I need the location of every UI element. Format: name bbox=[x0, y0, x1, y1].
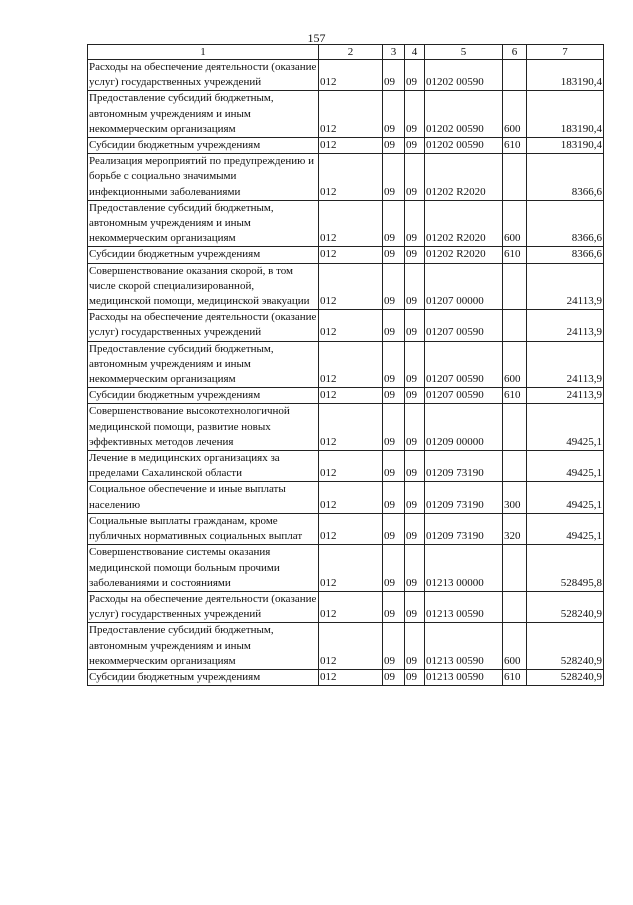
column-header-name: 1 bbox=[88, 45, 319, 60]
row-amount-cell: 49425,1 bbox=[527, 513, 604, 544]
row-target-article-cell: 01202 R2020 bbox=[425, 200, 503, 247]
row-name-cell: Совершенствование оказания скорой, в том числе скорой специализированной, медицинской помощи, медицинской эвакуации bbox=[88, 263, 319, 310]
row-grbs-cell: 012 bbox=[319, 451, 383, 482]
row-amount-cell: 24113,9 bbox=[527, 310, 604, 341]
row-target-article-cell: 01207 00000 bbox=[425, 263, 503, 310]
row-expense-type-cell bbox=[503, 263, 527, 310]
row-grbs-cell: 012 bbox=[319, 60, 383, 91]
row-amount-cell: 183190,4 bbox=[527, 91, 604, 138]
table-row bbox=[88, 247, 604, 263]
row-name-cell: Совершенствование высокотехнологичной медицинской помощи, развитие новых эффективных методов лечения bbox=[88, 404, 319, 451]
row-subsection-cell: 09 bbox=[405, 91, 425, 138]
row-section-cell: 09 bbox=[383, 388, 405, 404]
row-grbs-cell: 012 bbox=[319, 404, 383, 451]
row-grbs-cell: 012 bbox=[319, 513, 383, 544]
table-row bbox=[88, 263, 604, 310]
table-row bbox=[88, 591, 604, 622]
row-expense-type-cell bbox=[503, 451, 527, 482]
row-grbs-cell: 012 bbox=[319, 591, 383, 622]
row-subsection-cell: 09 bbox=[405, 154, 425, 201]
row-amount-cell: 24113,9 bbox=[527, 263, 604, 310]
row-name-cell: Предоставление субсидий бюджетным, автономным учреждениям и иным некоммерческим организациям bbox=[88, 91, 319, 138]
row-subsection-cell: 09 bbox=[405, 138, 425, 154]
table-row bbox=[88, 91, 604, 138]
row-subsection-cell: 09 bbox=[405, 513, 425, 544]
column-header-amount: 7 bbox=[527, 45, 604, 60]
row-name-cell: Предоставление субсидий бюджетным, автономным учреждениям и иным некоммерческим организациям bbox=[88, 341, 319, 388]
row-expense-type-cell: 610 bbox=[503, 669, 527, 685]
row-section-cell: 09 bbox=[383, 591, 405, 622]
row-target-article-cell: 01207 00590 bbox=[425, 388, 503, 404]
table-row bbox=[88, 388, 604, 404]
row-target-article-cell: 01202 R2020 bbox=[425, 247, 503, 263]
row-grbs-cell: 012 bbox=[319, 263, 383, 310]
table-row bbox=[88, 513, 604, 544]
row-section-cell: 09 bbox=[383, 404, 405, 451]
row-expense-type-cell bbox=[503, 60, 527, 91]
row-grbs-cell: 012 bbox=[319, 138, 383, 154]
row-amount-cell: 8366,6 bbox=[527, 247, 604, 263]
row-section-cell: 09 bbox=[383, 60, 405, 91]
table-row bbox=[88, 60, 604, 91]
row-subsection-cell: 09 bbox=[405, 591, 425, 622]
row-grbs-cell: 012 bbox=[319, 200, 383, 247]
row-grbs-cell: 012 bbox=[319, 341, 383, 388]
column-header-grbs: 2 bbox=[319, 45, 383, 60]
row-name-cell: Лечение в медицинских организациях за пределами Сахалинской области bbox=[88, 451, 319, 482]
row-amount-cell: 24113,9 bbox=[527, 341, 604, 388]
row-target-article-cell: 01209 73190 bbox=[425, 482, 503, 513]
row-target-article-cell: 01202 00590 bbox=[425, 138, 503, 154]
row-target-article-cell: 01213 00000 bbox=[425, 545, 503, 592]
row-grbs-cell: 012 bbox=[319, 91, 383, 138]
row-amount-cell: 24113,9 bbox=[527, 388, 604, 404]
page-number: 157 bbox=[307, 31, 326, 45]
row-amount-cell: 528240,9 bbox=[527, 591, 604, 622]
row-expense-type-cell bbox=[503, 404, 527, 451]
row-target-article-cell: 01202 00590 bbox=[425, 60, 503, 91]
row-name-cell: Реализация мероприятий по предупреждению и борьбе с социально значимыми инфекционными заболеваниями bbox=[88, 154, 319, 201]
row-amount-cell: 8366,6 bbox=[527, 154, 604, 201]
row-section-cell: 09 bbox=[383, 247, 405, 263]
table-row bbox=[88, 310, 604, 341]
row-target-article-cell: 01209 73190 bbox=[425, 451, 503, 482]
table-row bbox=[88, 154, 604, 201]
row-expense-type-cell: 300 bbox=[503, 482, 527, 513]
row-grbs-cell: 012 bbox=[319, 310, 383, 341]
row-expense-type-cell: 600 bbox=[503, 623, 527, 670]
row-amount-cell: 528495,8 bbox=[527, 545, 604, 592]
row-subsection-cell: 09 bbox=[405, 341, 425, 388]
row-amount-cell: 8366,6 bbox=[527, 200, 604, 247]
row-section-cell: 09 bbox=[383, 91, 405, 138]
row-section-cell: 09 bbox=[383, 138, 405, 154]
table-row bbox=[88, 451, 604, 482]
row-amount-cell: 49425,1 bbox=[527, 451, 604, 482]
row-grbs-cell: 012 bbox=[319, 388, 383, 404]
row-expense-type-cell: 600 bbox=[503, 341, 527, 388]
table-row bbox=[88, 341, 604, 388]
row-subsection-cell: 09 bbox=[405, 200, 425, 247]
row-name-cell: Предоставление субсидий бюджетным, автономным учреждениям и иным некоммерческим организациям bbox=[88, 200, 319, 247]
row-subsection-cell: 09 bbox=[405, 623, 425, 670]
table-row bbox=[88, 482, 604, 513]
row-target-article-cell: 01207 00590 bbox=[425, 310, 503, 341]
table-row bbox=[88, 404, 604, 451]
row-expense-type-cell: 610 bbox=[503, 247, 527, 263]
column-header-section: 3 bbox=[383, 45, 405, 60]
row-target-article-cell: 01202 00590 bbox=[425, 91, 503, 138]
row-amount-cell: 183190,4 bbox=[527, 60, 604, 91]
row-subsection-cell: 09 bbox=[405, 388, 425, 404]
row-section-cell: 09 bbox=[383, 669, 405, 685]
row-grbs-cell: 012 bbox=[319, 154, 383, 201]
row-target-article-cell: 01213 00590 bbox=[425, 669, 503, 685]
table-row bbox=[88, 200, 604, 247]
row-grbs-cell: 012 bbox=[319, 669, 383, 685]
table-row bbox=[88, 545, 604, 592]
row-subsection-cell: 09 bbox=[405, 404, 425, 451]
row-subsection-cell: 09 bbox=[405, 669, 425, 685]
row-subsection-cell: 09 bbox=[405, 310, 425, 341]
column-header-subsection: 4 bbox=[405, 45, 425, 60]
row-target-article-cell: 01209 00000 bbox=[425, 404, 503, 451]
column-header-expense-type: 6 bbox=[503, 45, 527, 60]
row-name-cell: Субсидии бюджетным учреждениям bbox=[88, 247, 319, 263]
row-name-cell: Совершенствование системы оказания медицинской помощи больным прочими заболеваниями и состояниями bbox=[88, 545, 319, 592]
row-section-cell: 09 bbox=[383, 200, 405, 247]
row-section-cell: 09 bbox=[383, 482, 405, 513]
row-expense-type-cell: 600 bbox=[503, 91, 527, 138]
row-subsection-cell: 09 bbox=[405, 451, 425, 482]
row-target-article-cell: 01207 00590 bbox=[425, 341, 503, 388]
row-subsection-cell: 09 bbox=[405, 545, 425, 592]
row-expense-type-cell bbox=[503, 591, 527, 622]
row-name-cell: Социальные выплаты гражданам, кроме публичных нормативных социальных выплат bbox=[88, 513, 319, 544]
row-expense-type-cell bbox=[503, 310, 527, 341]
row-name-cell: Предоставление субсидий бюджетным, автономным учреждениям и иным некоммерческим организациям bbox=[88, 623, 319, 670]
row-expense-type-cell bbox=[503, 545, 527, 592]
row-section-cell: 09 bbox=[383, 623, 405, 670]
row-section-cell: 09 bbox=[383, 154, 405, 201]
row-target-article-cell: 01213 00590 bbox=[425, 623, 503, 670]
header-row bbox=[88, 45, 604, 60]
table-row bbox=[88, 138, 604, 154]
row-grbs-cell: 012 bbox=[319, 482, 383, 513]
row-target-article-cell: 01202 R2020 bbox=[425, 154, 503, 201]
row-subsection-cell: 09 bbox=[405, 60, 425, 91]
row-expense-type-cell: 320 bbox=[503, 513, 527, 544]
budget-table bbox=[87, 44, 604, 686]
row-expense-type-cell: 610 bbox=[503, 138, 527, 154]
row-section-cell: 09 bbox=[383, 451, 405, 482]
row-amount-cell: 528240,9 bbox=[527, 669, 604, 685]
row-grbs-cell: 012 bbox=[319, 247, 383, 263]
column-header-target-article: 5 bbox=[425, 45, 503, 60]
row-subsection-cell: 09 bbox=[405, 263, 425, 310]
row-section-cell: 09 bbox=[383, 513, 405, 544]
row-name-cell: Субсидии бюджетным учреждениям bbox=[88, 138, 319, 154]
table-row bbox=[88, 623, 604, 670]
row-target-article-cell: 01209 73190 bbox=[425, 513, 503, 544]
row-expense-type-cell: 610 bbox=[503, 388, 527, 404]
row-name-cell: Расходы на обеспечение деятельности (оказание услуг) государственных учреждений bbox=[88, 591, 319, 622]
row-subsection-cell: 09 bbox=[405, 482, 425, 513]
row-subsection-cell: 09 bbox=[405, 247, 425, 263]
row-name-cell: Субсидии бюджетным учреждениям bbox=[88, 669, 319, 685]
table-row bbox=[88, 669, 604, 685]
row-amount-cell: 49425,1 bbox=[527, 404, 604, 451]
row-amount-cell: 183190,4 bbox=[527, 138, 604, 154]
row-section-cell: 09 bbox=[383, 341, 405, 388]
row-expense-type-cell bbox=[503, 154, 527, 201]
row-target-article-cell: 01213 00590 bbox=[425, 591, 503, 622]
row-name-cell: Социальное обеспечение и иные выплаты населению bbox=[88, 482, 319, 513]
row-amount-cell: 528240,9 bbox=[527, 623, 604, 670]
row-name-cell: Субсидии бюджетным учреждениям bbox=[88, 388, 319, 404]
row-grbs-cell: 012 bbox=[319, 545, 383, 592]
row-section-cell: 09 bbox=[383, 263, 405, 310]
row-name-cell: Расходы на обеспечение деятельности (оказание услуг) государственных учреждений bbox=[88, 310, 319, 341]
row-grbs-cell: 012 bbox=[319, 623, 383, 670]
row-name-cell: Расходы на обеспечение деятельности (оказание услуг) государственных учреждений bbox=[88, 60, 319, 91]
row-expense-type-cell: 600 bbox=[503, 200, 527, 247]
row-section-cell: 09 bbox=[383, 545, 405, 592]
row-amount-cell: 49425,1 bbox=[527, 482, 604, 513]
row-section-cell: 09 bbox=[383, 310, 405, 341]
